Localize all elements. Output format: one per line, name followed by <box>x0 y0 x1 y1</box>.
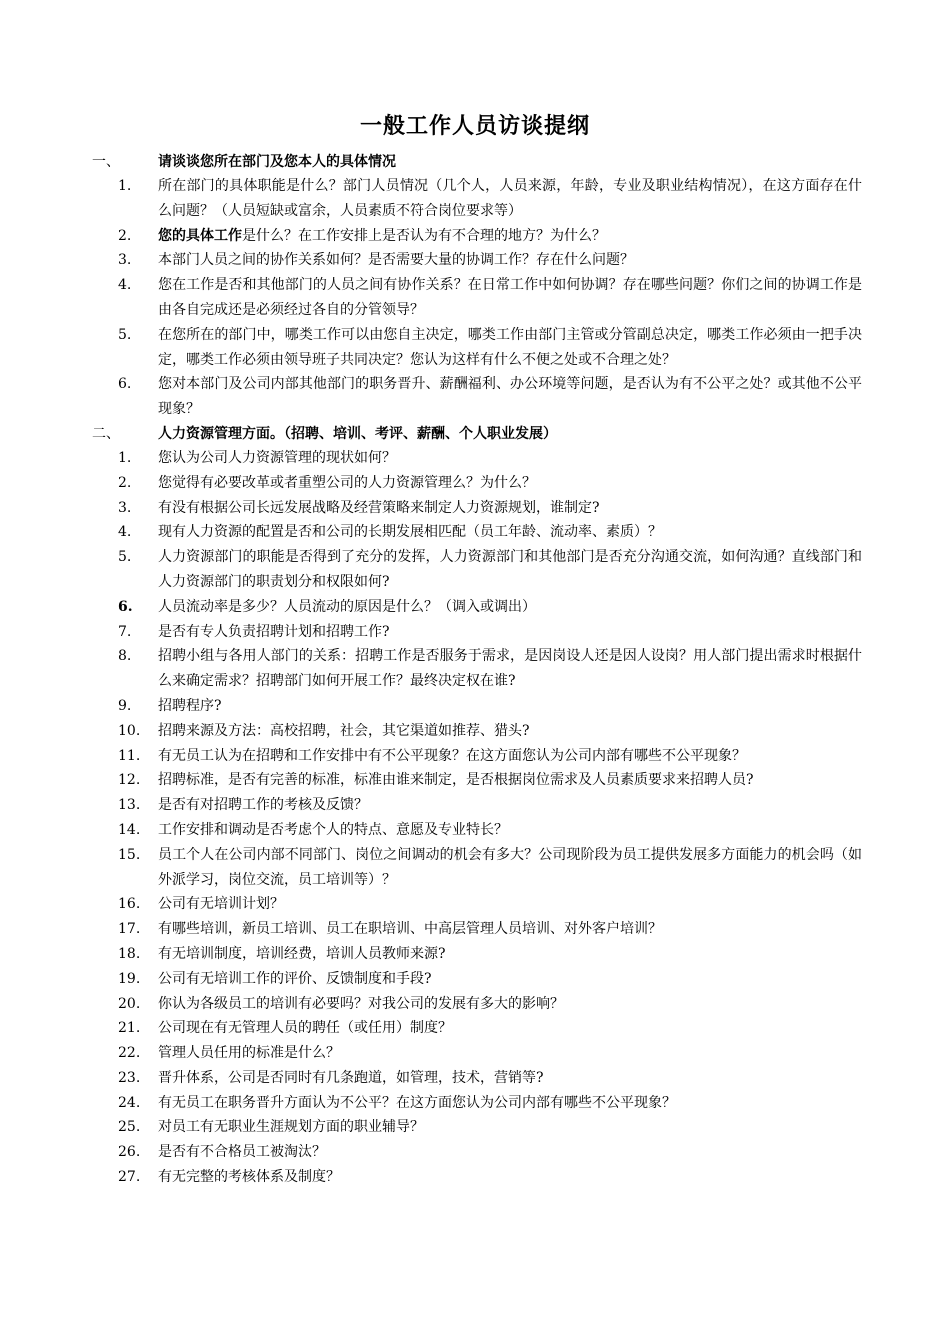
list-item-text: 招聘来源及方法：高校招聘，社会，其它渠道如推荐、猎头? <box>158 722 530 739</box>
list-item <box>0 496 950 521</box>
list-item-text: 有没有根据公司长远发展战略及经营策略来制定人力资源规划，谁制定? <box>158 499 600 516</box>
list-item <box>0 1016 950 1041</box>
list-item-number: 8. <box>118 648 132 665</box>
list-item-number: 2. <box>118 227 132 244</box>
list-item <box>0 520 950 545</box>
list-item-text: 本部门人员之间的协作关系如何？是否需要大量的协调工作？存在什么问题？ <box>158 252 634 269</box>
list-item <box>0 1115 950 1140</box>
list-item-number: 4. <box>118 277 132 294</box>
list-item-text: 公司现在有无管理人员的聘任（或任用）制度？ <box>158 1020 452 1037</box>
document-body <box>0 150 950 1190</box>
list-item-number: 1. <box>118 449 132 466</box>
list-item <box>0 967 950 992</box>
list-item <box>0 744 950 769</box>
list-item <box>0 471 950 496</box>
list-item <box>0 793 950 818</box>
list-item-number: 6. <box>118 376 132 393</box>
list-item <box>0 917 950 942</box>
list-item-number: 3. <box>118 252 132 269</box>
list-item-text: 你认为各级员工的培训有必要吗？对我公司的发展有多大的影响？ <box>158 995 564 1012</box>
list-item-text: 有无完整的考核体系及制度？ <box>158 1169 340 1186</box>
list-item-text: 有无培训制度，培训经费，培训人员教师来源? <box>158 945 446 962</box>
list-item <box>0 545 950 595</box>
list-item <box>0 620 950 645</box>
list-item <box>0 224 950 249</box>
list-item-number: 5. <box>118 549 132 566</box>
section-heading <box>0 422 950 446</box>
list-item-number: 21. <box>118 1020 141 1037</box>
list-item-text: 是否有不合格员工被淘汰？ <box>158 1144 326 1161</box>
list-item-text: 员工个人在公司内部不同部门、岗位之间调动的机会有多大？公司现阶段为员工提供发展多方面能力的机会吗（如外派学习，岗位交流，员工培训等）？ <box>158 846 862 888</box>
list-item-number: 24. <box>118 1094 141 1111</box>
list-item <box>0 1140 950 1165</box>
list-item <box>0 248 950 273</box>
list-item <box>0 174 950 224</box>
section-number: 二、 <box>92 425 120 442</box>
list-item-text: 有哪些培训，新员工培训、员工在职培训、中高层管理人员培训、对外客户培训？ <box>158 921 662 938</box>
section-heading-text: 人力资源管理方面。（招聘、培训、考评、薪酬、个人职业发展） <box>158 425 557 442</box>
list-item <box>0 818 950 843</box>
list-item-number: 26. <box>118 1144 141 1161</box>
section-heading-text: 请谈谈您所在部门及您本人的具体情况 <box>158 154 396 170</box>
list-item <box>0 892 950 917</box>
list-item-number: 17. <box>118 921 141 938</box>
list-item-number: 1. <box>118 178 132 194</box>
list-item <box>0 595 950 620</box>
list-item-number: 27. <box>118 1169 141 1186</box>
list-item-text: 公司有无培训计划？ <box>158 896 284 913</box>
list-item <box>0 273 950 323</box>
list-item-number: 13. <box>118 797 141 814</box>
list-item-number: 14. <box>118 821 141 838</box>
list-item <box>0 323 950 373</box>
list-item-text: 工作安排和调动是否考虑个人的特点、意愿及专业特长？ <box>158 821 508 838</box>
list-item-number: 22. <box>118 1045 141 1062</box>
list-item-number: 19. <box>118 970 141 987</box>
list-item-number: 5. <box>118 326 132 343</box>
list-item <box>0 1091 950 1116</box>
list-item-number: 18. <box>118 945 141 962</box>
list-item-text: 有无员工认为在招聘和工作安排中有不公平现象？在这方面您认为公司内部有哪些不公平现象？ <box>158 747 746 764</box>
list-item-lead: 您的具体工作 <box>158 227 242 244</box>
list-item-number: 12. <box>118 772 141 789</box>
section-number: 一、 <box>92 154 120 170</box>
list-item-number: 6. <box>118 598 133 615</box>
list-item <box>0 1165 950 1190</box>
list-item-text: 您认为公司人力资源管理的现状如何？ <box>158 449 396 466</box>
list-item <box>0 768 950 793</box>
list-item-text: 管理人员任用的标准是什么？ <box>158 1045 340 1062</box>
list-item-number: 20. <box>118 995 141 1012</box>
list-item-number: 3. <box>118 499 132 516</box>
list-item-number: 7. <box>118 623 132 640</box>
list-item-text: 是否有对招聘工作的考核及反馈？ <box>158 797 368 814</box>
list-item-text: 所在部门的具体职能是什么？部门人员情况（几个人，人员来源，年龄，专业及职业结构情况），在这方面存在什么问题？（人员短缺或富余，人员素质不符合岗位要求等） <box>158 178 862 219</box>
list-item-number: 15. <box>118 846 141 863</box>
list-item-text: 人员流动率是多少？人员流动的原因是什么？（调入或调出） <box>158 598 536 615</box>
list-item-number: 25. <box>118 1119 141 1136</box>
list-item <box>0 719 950 744</box>
list-item-number: 9. <box>118 697 132 714</box>
list-item-text: 招聘标准，是否有完善的标准，标准由谁来制定，是否根据岗位需求及人员素质要求来招聘人员? <box>158 772 754 789</box>
list-item <box>0 1041 950 1066</box>
section-heading <box>0 150 950 174</box>
list-item-number: 23. <box>118 1069 141 1086</box>
list-item <box>0 942 950 967</box>
list-item <box>0 372 950 422</box>
list-item-text: 人力资源部门的职能是否得到了充分的发挥，人力资源部门和其他部门是否充分沟通交流，如何沟通？直线部门和人力资源部门的职责划分和权限如何? <box>158 549 862 590</box>
list-item-text: 晋升体系，公司是否同时有几条跑道，如管理，技术，营销等? <box>158 1069 544 1086</box>
list-item <box>0 843 950 893</box>
list-item-text: 是否有专人负责招聘计划和招聘工作? <box>158 623 390 640</box>
list-item <box>0 644 950 694</box>
list-item <box>0 446 950 471</box>
list-item-number: 4. <box>118 524 132 541</box>
list-item-number: 2. <box>118 474 132 491</box>
list-item-text: 在您所在的部门中，哪类工作可以由您自主决定，哪类工作由部门主管或分管副总决定，哪类工作必须由一把手决定，哪类工作必须由领导班子共同决定？您认为这样有什么不便之处或不合理之处？ <box>158 326 862 368</box>
list-item-text: 有无员工在职务晋升方面认为不公平？在这方面您认为公司内部有哪些不公平现象？ <box>158 1094 676 1111</box>
list-item-text: 现有人力资源的配置是否和公司的长期发展相匹配（员工年龄、流动率、素质）？ <box>158 524 662 541</box>
list-item <box>0 992 950 1017</box>
list-item-text: 是什么？在工作安排上是否认为有不合理的地方？为什么？ <box>242 227 606 244</box>
list-item-number: 10. <box>118 722 141 739</box>
list-item-number: 16. <box>118 896 141 913</box>
list-item-text: 对员工有无职业生涯规划方面的职业辅导？ <box>158 1119 424 1136</box>
list-item <box>0 1066 950 1091</box>
list-item-text: 您在工作是否和其他部门的人员之间有协作关系？在日常工作中如何协调？存在哪些问题？你们之间的协调工作是由各自完成还是必须经过各自的分管领导？ <box>158 277 862 318</box>
list-item-text: 您对本部门及公司内部其他部门的职务晋升、薪酬福利、办公环境等问题，是否认为有不公平之处？或其他不公平现象？ <box>158 376 862 418</box>
list-item-text: 您觉得有必要改革或者重塑公司的人力资源管理么？为什么？ <box>158 474 536 491</box>
list-item-text: 公司有无培训工作的评价、反馈制度和手段? <box>158 970 432 987</box>
list-item <box>0 694 950 719</box>
list-item-text: 招聘程序? <box>158 697 222 714</box>
document-title: 一般工作人员访谈提纲 <box>359 113 590 139</box>
list-item-number: 11. <box>118 747 141 764</box>
list-item-text: 招聘小组与各用人部门的关系：招聘工作是否服务于需求，是因岗设人还是因人设岗？用人部门提出需求时根据什么来确定需求？招聘部门如何开展工作？最终决定权在谁? <box>158 648 862 690</box>
